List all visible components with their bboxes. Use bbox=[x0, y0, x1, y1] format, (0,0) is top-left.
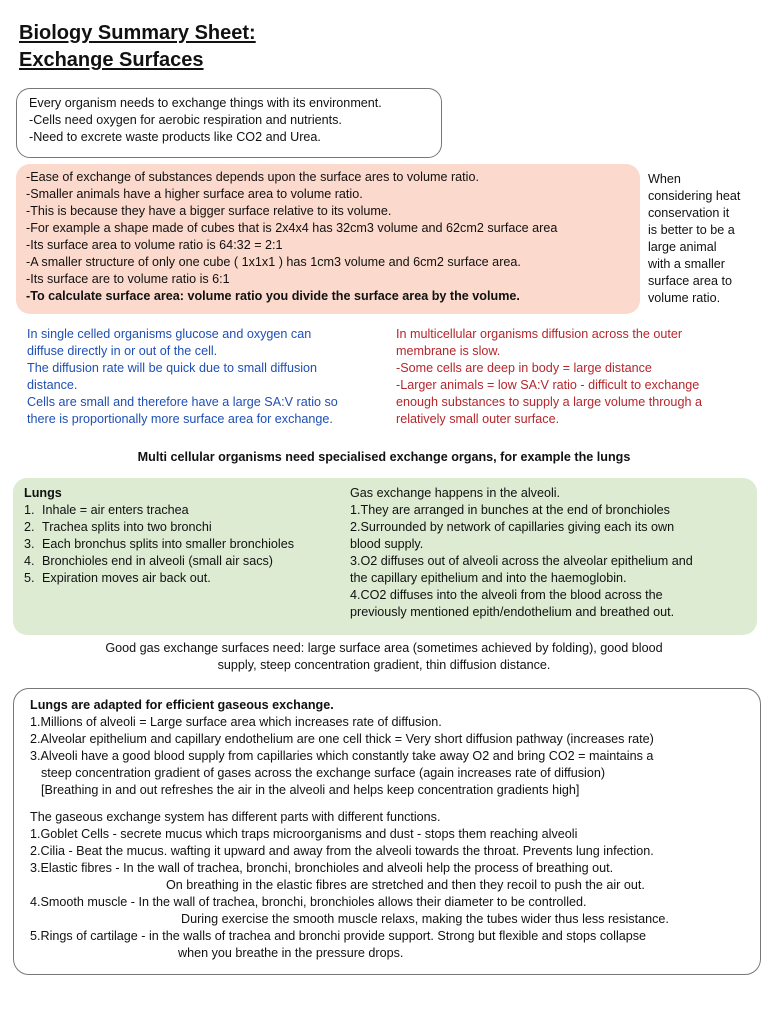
adaptation-line: [Breathing in and out refreshes the air in the alveoli and helps keep concentration gradients high] bbox=[41, 783, 580, 797]
intro-box bbox=[16, 88, 442, 158]
parts-intro: The gaseous exchange system has different parts with different functions. bbox=[30, 810, 441, 824]
title-line-2: Exchange Surfaces bbox=[19, 49, 204, 71]
multicellular-line: -Some cells are deep in body = large distance bbox=[396, 361, 652, 375]
lungs-heading: Lungs bbox=[24, 486, 62, 500]
intro-line: -Cells need oxygen for aerobic respiration and nutrients. bbox=[29, 113, 342, 127]
side-note-line: surface area to bbox=[648, 274, 733, 288]
gas-exchange-list bbox=[350, 485, 693, 621]
lungs-item-number: 4. bbox=[24, 554, 35, 568]
part-line: when you breathe in the pressure drops. bbox=[178, 946, 404, 960]
single-celled-line: Cells are small and therefore have a large SA:V ratio so bbox=[27, 395, 338, 409]
good-surfaces-line: supply, steep concentration gradient, thin diffusion distance. bbox=[217, 658, 551, 672]
adaptation-line: 1.Millions of alveoli = Large surface area which increases rate of diffusion. bbox=[30, 715, 442, 729]
single-celled-line: diffuse directly in or out of the cell. bbox=[27, 344, 218, 358]
single-celled-line: distance. bbox=[27, 378, 78, 392]
part-line: On breathing in the elastic fibres are stretched and then they recoil to push the air out. bbox=[166, 878, 645, 892]
lungs-item-text: Inhale = air enters trachea bbox=[42, 503, 189, 517]
title-line-1: Biology Summary Sheet: bbox=[19, 22, 256, 44]
sa-ratio-line: -Smaller animals have a higher surface area to volume ratio. bbox=[26, 187, 363, 201]
good-surfaces-note bbox=[0, 640, 768, 674]
sa-ratio-bold-line: -To calculate surface area: volume ratio you divide the surface area by the volume. bbox=[26, 289, 520, 303]
intro-line: Every organism needs to exchange things with its environment. bbox=[29, 96, 382, 110]
part-line: 3.Elastic fibres - In the wall of trachea, bronchi, bronchioles and alveoli help the process of breathing out. bbox=[30, 861, 614, 875]
lungs-item-number: 3. bbox=[24, 537, 35, 551]
adaptation-line: 3.Alveoli have a good blood supply from capillaries which constantly take away O2 and bring CO2 = maintains a bbox=[30, 749, 654, 763]
side-note-line: considering heat bbox=[648, 189, 741, 203]
multicellular-line: -Larger animals = low SA:V ratio - difficult to exchange bbox=[396, 378, 700, 392]
part-line: 2.Cilia - Beat the mucus. wafting it upward and away from the alveoli towards the throat. Prevents lung infection. bbox=[30, 844, 654, 858]
sa-ratio-line: -This is because they have a bigger surface relative to its volume. bbox=[26, 204, 392, 218]
side-note-line: conservation it bbox=[648, 206, 730, 220]
sa-ratio-line: -Its surface are to volume ratio is 6:1 bbox=[26, 272, 230, 286]
multicellular-line: relatively small outer surface. bbox=[396, 412, 560, 426]
sa-ratio-line: -Its surface area to volume ratio is 64:32 = 2:1 bbox=[26, 238, 283, 252]
intro-line: -Need to excrete waste products like CO2 and Urea. bbox=[29, 130, 321, 144]
organs-heading: Multi cellular organisms need specialised exchange organs, for example the lungs bbox=[137, 450, 631, 464]
sa-ratio-line: -Ease of exchange of substances depends upon the surface ares to volume ratio. bbox=[26, 170, 479, 184]
page-title bbox=[19, 20, 256, 74]
single-celled-section bbox=[27, 326, 392, 428]
lungs-box bbox=[13, 478, 757, 635]
gas-exchange-line: previously mentioned epith/endothelium and breathed out. bbox=[350, 605, 675, 619]
part-line: During exercise the smooth muscle relaxs, making the tubes wider thus less resistance. bbox=[181, 912, 669, 926]
multicellular-line: membrane is slow. bbox=[396, 344, 501, 358]
lungs-list bbox=[24, 485, 294, 587]
lungs-item bbox=[24, 536, 294, 553]
side-note bbox=[648, 171, 763, 307]
sa-ratio-box bbox=[16, 164, 640, 314]
spacer bbox=[30, 799, 760, 809]
lungs-item-number: 1. bbox=[24, 503, 35, 517]
lungs-item bbox=[24, 502, 294, 519]
side-note-line: with a smaller bbox=[648, 257, 725, 271]
part-line: 1.Goblet Cells - secrete mucus which traps microorganisms and dust - stops them reaching alveoli bbox=[30, 827, 578, 841]
gas-exchange-line: 3.O2 diffuses out of alveoli across the alveolar epithelium and bbox=[350, 554, 693, 568]
adaptation-line: 2.Alveolar epithelium and capillary endothelium are one cell thick = Very short diffusion pathway (increases rate) bbox=[30, 732, 654, 746]
gas-exchange-line: Gas exchange happens in the alveoli. bbox=[350, 486, 561, 500]
multicellular-line: enough substances to supply a large volume through a bbox=[396, 395, 702, 409]
side-note-line: volume ratio. bbox=[648, 291, 721, 305]
gas-exchange-line: the capillary epithelium and into the haemoglobin. bbox=[350, 571, 627, 585]
single-celled-line: In single celled organisms glucose and oxygen can bbox=[27, 327, 312, 341]
single-celled-line: The diffusion rate will be quick due to small diffusion bbox=[27, 361, 318, 375]
multicellular-line: In multicellular organisms diffusion across the outer bbox=[396, 327, 683, 341]
good-surfaces-line: Good gas exchange surfaces need: large surface area (sometimes achieved by folding), good blood bbox=[105, 641, 663, 655]
sa-ratio-line: -For example a shape made of cubes that is 2x4x4 has 32cm3 volume and 62cm2 surface area bbox=[26, 221, 558, 235]
lungs-item bbox=[24, 570, 294, 587]
part-line: 4.Smooth muscle - In the wall of trachea, bronchi, bronchioles allows their diameter to be controlled. bbox=[30, 895, 587, 909]
gas-exchange-line: 2.Surrounded by network of capillaries giving each its own bbox=[350, 520, 675, 534]
lungs-item-text: Expiration moves air back out. bbox=[42, 571, 211, 585]
side-note-line: large animal bbox=[648, 240, 717, 254]
lungs-item-text: Bronchioles end in alveoli (small air sacs) bbox=[42, 554, 273, 568]
adaptation-line: steep concentration gradient of gases across the exchange surface (again increases rate of diffusion) bbox=[41, 766, 606, 780]
lungs-item-text: Trachea splits into two bronchi bbox=[42, 520, 212, 534]
lungs-item bbox=[24, 519, 294, 536]
lungs-item-number: 5. bbox=[24, 571, 35, 585]
side-note-line: When bbox=[648, 172, 681, 186]
multicellular-section bbox=[396, 326, 766, 428]
gas-exchange-line: blood supply. bbox=[350, 537, 424, 551]
lungs-item-number: 2. bbox=[24, 520, 35, 534]
lungs-item bbox=[24, 553, 294, 570]
gas-exchange-line: 1.They are arranged in bunches at the end of bronchioles bbox=[350, 503, 670, 517]
single-celled-line: there is proportionally more surface area for exchange. bbox=[27, 412, 333, 426]
part-line: 5.Rings of cartilage - in the walls of trachea and bronchi provide support. Strong but flexible and stops collapse bbox=[30, 929, 647, 943]
sa-ratio-line: -A smaller structure of only one cube ( 1x1x1 ) has 1cm3 volume and 6cm2 surface area. bbox=[26, 255, 521, 269]
adaptations-box bbox=[13, 688, 761, 975]
adaptations-heading: Lungs are adapted for efficient gaseous exchange. bbox=[30, 698, 334, 712]
side-note-line: is better to be a bbox=[648, 223, 735, 237]
lungs-item-text: Each bronchus splits into smaller bronchioles bbox=[42, 537, 294, 551]
gas-exchange-line: 4.CO2 diffuses into the alveoli from the blood across the bbox=[350, 588, 663, 602]
